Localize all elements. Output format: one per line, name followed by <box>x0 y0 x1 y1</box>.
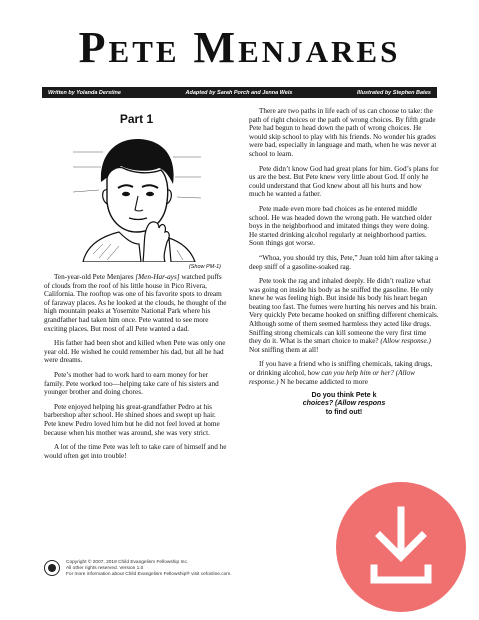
pronunciation: [Men-Har-ays] <box>135 273 180 281</box>
allow-response: (Allow response.) <box>380 337 431 346</box>
left-paragraph-5: A lot of the time Pete was left to take care of himself and he would often get into trouble! <box>44 443 227 460</box>
left-paragraph-3: Pete’s mother had to work hard to earn money for her family. Pete worked too—helping take care of his sisters and younger brother and doing chores. <box>44 370 219 397</box>
para-text: Pete took the rag and inhaled deeply. He didn’t realize what was going on inside his body as he sniffed the gasoline. He only knew he was feeling high. But inside his body his heart began beating too fast. The fumes were hurting his nerves and his brain. Very quickly Pete became hooked on sniffing different chemicals. Although some of them seemed harmless they acted like drugs. Sniffing strong chemicals can kill someone the very first time they do it. What is the smart choice to make? <box>249 277 439 346</box>
para-text: watched puffs of clouds from the roof of his little house in Pico Rivera, California. The rooftop was one of his favorite spots to dream of faraway places. As he looked at the clouds, he thought of the high mountain peaks at Yosemite National Park where his grandfather had taken him once. Pete wanted to see more exciting places. But most of all Pete wanted a dad. <box>44 273 227 333</box>
para-text: Ten-year-old Pete Menjares <box>54 273 136 281</box>
illustrator-credit: Illustrated by Stephen Bates <box>357 89 431 96</box>
right-paragraph-1: There are two paths in life each of us can choose to take: the path of right choices or the path of wrong choices. By fifth grade Pete had begun to head down the path of wrong choices. He would skip school to play with his friends. No wonder his grades were bad, especially in language and math, when he was never at school to learn. <box>249 107 437 158</box>
copyright-line: Copyright © 2007, 2018 Child Evangelism Fellowship Inc. <box>66 560 189 565</box>
download-arrow-icon <box>336 482 466 612</box>
right-paragraph-3: Pete made even more bad choices as he entered middle school. He was headed down the wrong path. He watched older boys in the neighborhood and imitated things they were doing. He started drinking alcohol regularly at neighborhood parties. Soon things got worse. <box>249 204 432 248</box>
writer-credit: Written by Yolanda Derstine <box>48 89 121 96</box>
left-paragraph-4: Pete enjoyed helping his great-grandfather Pedro at his barbershop after school. He shined shoes and swept up hair. Pete knew Pedro loved him but he did not feel loved at home because when his mother was around, she was very strict. <box>44 402 220 437</box>
adapter-credit: Adapted by Sarah Porch and Jenna Weis <box>185 89 293 96</box>
page-title: Pete Menjares <box>78 23 401 72</box>
download-button[interactable] <box>336 482 466 612</box>
para-text: N he became addicted to more <box>278 377 368 386</box>
right-column <box>249 107 439 423</box>
question-tail: to find out! <box>325 408 363 416</box>
right-paragraph-4: “Whoa, you should try this, Pete,” Juan told him after taking a deep sniff of a gasoline-soaked rag. <box>249 253 439 271</box>
right-paragraph-5 <box>249 277 439 354</box>
question-allow-response: choices? (Allow respons <box>302 400 386 408</box>
allow-response: ow can you help him or her? (Allow response.) <box>249 369 415 386</box>
closing-question <box>249 392 439 417</box>
cef-logo-icon <box>44 560 60 576</box>
rights-line: All other rights reserved. Version 1.0 <box>66 565 144 571</box>
copyright-footer <box>44 560 344 577</box>
question-text: Do you think Pete k <box>311 392 377 400</box>
credits-bar <box>42 87 437 98</box>
para-text: If you have a friend who is sniffing chemicals, taking drugs, or drinking alcohol, h <box>249 360 433 378</box>
para-text: Not sniffing them at all! <box>249 345 319 354</box>
left-paragraph-2: His father had been shot and killed when Pete was only one year old. He wished he could remember his dad, but all he had were dreams. <box>44 339 226 365</box>
image-caption: (Show PM-1) <box>188 264 221 270</box>
info-line: For more information about Child Evangelism Fellowship® visit cefonline.com. <box>66 571 232 577</box>
portrait-drawing <box>73 132 201 262</box>
right-paragraph-6 <box>249 360 439 386</box>
left-paragraph-1 <box>44 273 229 333</box>
pete-portrait-illustration <box>73 132 201 262</box>
part-heading: Part 1 <box>119 112 154 126</box>
right-paragraph-2: Pete didn’t know God had great plans for him. God’s plans for us are the best. But Pete knew very little about God. If only he could understand that God knew about all his hurts and how much he wanted a father. <box>249 164 439 199</box>
left-column <box>44 108 229 466</box>
